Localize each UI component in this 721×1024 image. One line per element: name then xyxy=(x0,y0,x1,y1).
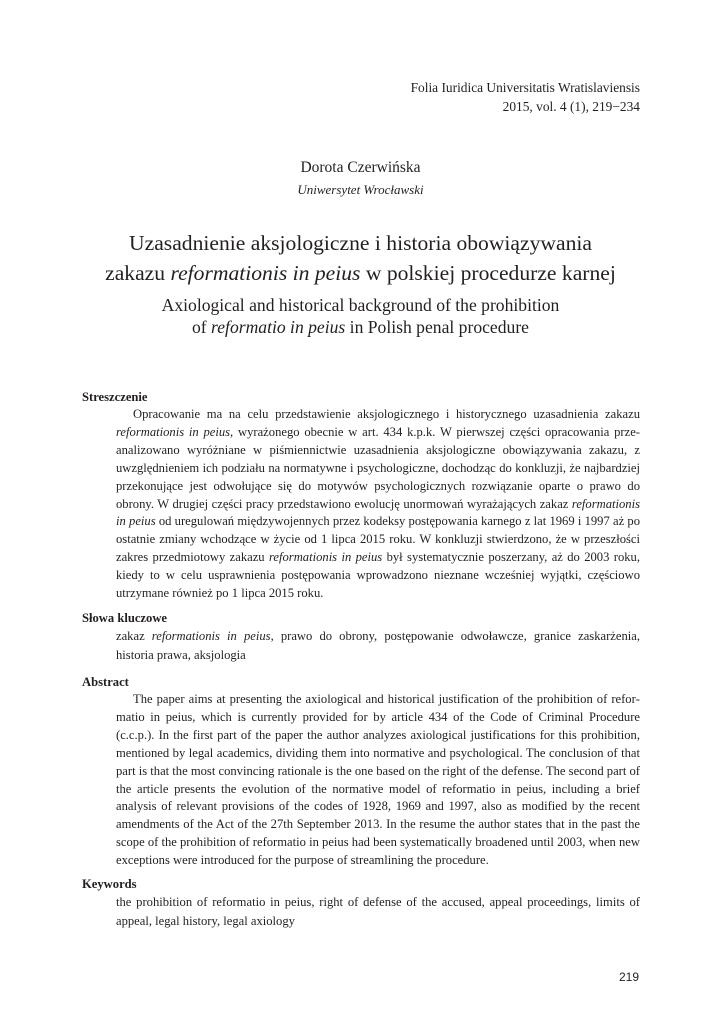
streszczenie-part1: Opracowanie ma na celu przedstawienie aksjologicznego i historycznego uzasadnienia zakazu xyxy=(133,407,640,421)
slowa-kluczowe-heading: Słowa kluczowe xyxy=(82,611,168,625)
keywords-section xyxy=(82,876,640,930)
streszczenie-heading: Streszczenie xyxy=(82,390,148,404)
title-english-line1: Axiological and historical background of the prohibition xyxy=(161,295,560,315)
title-english xyxy=(40,294,681,338)
streszczenie-section xyxy=(82,389,640,603)
title-english-line2 xyxy=(40,316,681,338)
slowa-kluczowe-pre: zakaz xyxy=(116,629,152,643)
title-english-italic: reformatio in peius xyxy=(211,317,346,337)
author-affiliation: Uniwersytet Wrocławski xyxy=(297,182,424,197)
title-polish-line2-post: w polskiej procedurze karnej xyxy=(360,261,616,285)
streszczenie-part4: był systematycznie poszerzany, aż do 2003 roku, kiedy to w celu usprawnienia postępowania wprowadzono nieznane wcześniej wyjątki, częściowo utrzymane również po 1 lipca 2015 roku. xyxy=(116,550,641,601)
page-number: 219 xyxy=(618,970,639,984)
streszczenie-text xyxy=(116,406,640,603)
abstract-section xyxy=(82,674,640,870)
slowa-kluczowe-text xyxy=(116,627,640,664)
author-block xyxy=(0,158,721,199)
journal-header xyxy=(411,78,640,116)
title-english-line2-post: in Polish penal procedure xyxy=(345,317,529,337)
journal-name: Folia Iuridica Universitatis Wratislaviensis xyxy=(410,80,640,95)
streszczenie-italic2: reformationis in peius xyxy=(116,496,640,529)
slowa-kluczowe-italic: reformationis in peius xyxy=(151,629,271,643)
abstract-text: The paper aims at presenting the axiological and historical justification of the prohibition of reformatio in peius, which is currently provided for by article 434 of the Code of Criminal Procedure (c.c.p.). In the first part of the paper the author analyzes axiological justifications for this prohibition, mentioned by legal academics, dividing them into normative and psychological. The conclusion of that part is that the most convincing rationale is the one based on the right of the defense. The second part of the article presents the evolution of the normative model of reformatio in peius, including a brief analysis of relevant provisions of the codes of 1928, 1969 and 1997, also as modified by the recent amendments of the Act of the 27th September 2013. In the resume the author states that in the past the scope of the prohibition of reformatio in peius had been systematically broadened until 2003, when new exceptions were introduced for the purpose of streamlining the procedure. xyxy=(116,692,641,868)
streszczenie-italic3: reformationis in peius xyxy=(268,550,383,565)
title-polish-italic: reformationis in peius xyxy=(170,261,361,285)
author-name: Dorota Czerwińska xyxy=(300,159,421,176)
keywords-heading: Keywords xyxy=(82,877,137,891)
slowa-kluczowe-post: , prawo do obrony, postępowanie odwoławcze, granice zaskarżenia, historia prawa, aksjologia xyxy=(116,629,641,662)
title-polish-line2-pre: zakazu xyxy=(105,261,171,285)
volume-info: 2015, vol. 4 (1), 219−234 xyxy=(502,99,640,114)
title-polish xyxy=(40,228,681,288)
keywords-text: the prohibition of reformatio in peius, right of defense of the accused, appeal proceedings, limits of appeal, legal history, legal axiology xyxy=(116,895,640,928)
streszczenie-italic1: reformationis in peius, xyxy=(116,424,234,439)
streszczenie-part2: wyrażonego obecnie w art. 434 k.p.k. W pierwszej części opracowania przeanalizowano wyróżniane w piśmiennictwie uzasadnienia aksjologiczne obowiązywania zakazu, z uwzględnieniem ich podziału na normatywne i psychologiczne, dochodząc do konkluzji, że najbardziej przekonujące jest odwołujące się do motywów psychologicznych rozwiązanie oparte o prawo do obrony. W drugiej części pracy przedstawiono ewolucję unormowań wyrażających zakaz xyxy=(116,424,640,511)
title-polish-line1: Uzasadnienie aksjologiczne i historia obowiązywania xyxy=(129,231,592,255)
abstract-heading: Abstract xyxy=(82,675,129,689)
title-english-line2-pre: of xyxy=(191,317,212,337)
streszczenie-part3: od uregulowań międzywojennych przez kodeksy postępowania karnego z lat 1969 i 1997 aż po ostatnie zmiany wchodzące w życie od 1 lipca 2015 roku. W konkluzji stwierdzono, że w przeszłości zakres przedmiotowy zakazu xyxy=(116,514,640,565)
title-polish-line2 xyxy=(40,258,681,288)
slowa-kluczowe-section xyxy=(82,610,640,664)
